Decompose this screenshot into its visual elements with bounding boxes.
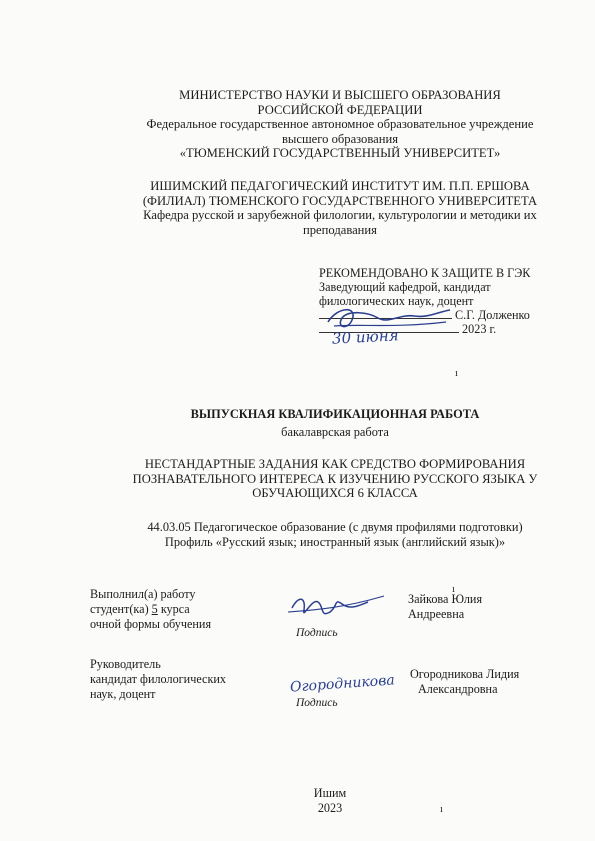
theme-line-2: ПОЗНАВАТЕЛЬНОГО ИНТЕРЕСА К ИЗУЧЕНИЮ РУССКОГО ЯЗЫКА У	[132, 471, 538, 486]
author-name	[408, 592, 482, 622]
footer	[200, 786, 460, 816]
institute-line-2: (ФИЛИАЛ) ТЮМЕНСКОГО ГОСУДАРСТВЕННОГО УНИВЕРСИТЕТА	[142, 193, 538, 208]
institute-header	[110, 179, 570, 237]
supervisor-label-line-1: Руководитель	[90, 657, 161, 671]
university-name: «ТЮМЕНСКИЙ ГОСУДАРСТВЕННЫЙ УНИВЕРСИТЕТ»	[179, 146, 501, 160]
supervisor-name-line-2: Александровна	[418, 682, 498, 696]
department-line-1: Кафедра русской и зарубежной филологии, культурологии и методики их	[143, 208, 537, 222]
handwritten-date: 30 июня	[331, 326, 399, 348]
specialty-block	[100, 520, 570, 549]
specialty: 44.03.05 Педагогическое образование (с двумя профилями подготовки)	[147, 520, 523, 534]
department-line-2: преподавания	[303, 222, 377, 237]
profile: Профиль «Русский язык; иностранный язык (английский язык)»	[164, 534, 506, 549]
scan-mark: ı	[455, 367, 459, 379]
scan-mark: ı	[452, 583, 456, 595]
work-level: бакалаврская работа	[281, 425, 389, 439]
institution-line-1: Федеральное государственное автономное образовательное учреждение	[146, 117, 534, 131]
author-signature-caption: Подпись	[296, 627, 338, 639]
ministry-line-2: РОССИЙСКОЙ ФЕДЕРАЦИИ	[257, 102, 423, 117]
supervisor-name	[410, 667, 519, 697]
work-theme	[100, 457, 570, 501]
supervisor-label-line-3: наук, доцент	[90, 687, 156, 701]
ministry-line-1: МИНИСТЕРСТВО НАУКИ И ВЫСШЕГО ОБРАЗОВАНИЯ	[179, 88, 501, 102]
author-name-line-1: Зайкова Юлия	[408, 592, 483, 606]
supervisor-name-line-1: Огородникова Лидия	[410, 667, 520, 681]
recommendation-title: РЕКОМЕНДОВАНО К ЗАЩИТЕ В ГЭК	[319, 266, 531, 280]
author-label-line-3: очной формы обучения	[90, 617, 212, 631]
head-name: С.Г. Долженко	[455, 308, 530, 322]
author-course: 5	[151, 602, 158, 616]
supervisor-label-line-2: кандидат филологических	[90, 672, 226, 686]
date-year: 2023 г.	[462, 322, 497, 336]
institution-line-2: высшего образования	[281, 131, 398, 146]
supervisor-label	[90, 657, 226, 702]
supervisor-signature-caption: Подпись	[296, 697, 338, 709]
author-name-line-2: Андреевна	[408, 607, 465, 621]
ministry-header	[110, 88, 570, 161]
scan-mark: ı	[440, 803, 444, 815]
footer-city: Ишим	[313, 786, 347, 800]
author-signature	[284, 590, 394, 624]
footer-year: 2023	[317, 801, 343, 815]
work-type: ВЫПУСКНАЯ КВАЛИФИКАЦИОННАЯ РАБОТА	[190, 407, 480, 421]
head-position-line-1: Заведующий кафедрой, кандидат	[319, 280, 491, 294]
institute-line-1: ИШИМСКИЙ ПЕДАГОГИЧЕСКИЙ ИНСТИТУТ ИМ. П.П. ЕРШОВА	[150, 179, 530, 193]
author-label-line-2	[90, 602, 211, 617]
author-label-suffix: курса	[157, 602, 190, 616]
author-label	[90, 587, 211, 632]
author-label-prefix: студент(ка)	[90, 602, 152, 616]
supervisor-signature: Огородникова	[289, 672, 396, 696]
theme-line-3: ОБУЧАЮЩИХСЯ 6 КЛАССА	[252, 486, 418, 500]
author-label-line-1: Выполнил(а) работу	[90, 587, 196, 601]
theme-line-1: НЕСТАНДАРТНЫЕ ЗАДАНИЯ КАК СРЕДСТВО ФОРМИРОВАНИЯ	[144, 457, 526, 471]
head-position-line-2: филологических наук, доцент	[319, 294, 474, 308]
